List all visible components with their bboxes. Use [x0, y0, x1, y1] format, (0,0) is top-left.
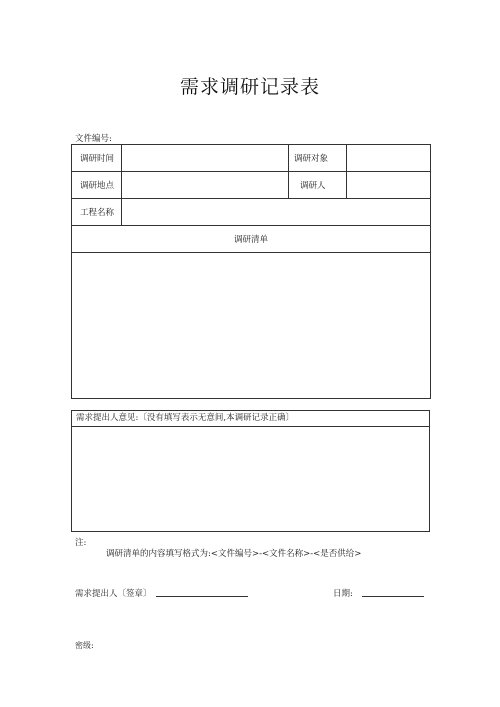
- page-title: 需求调研记录表: [179, 76, 320, 98]
- survey-location-field[interactable]: [122, 172, 289, 199]
- table-row: [72, 199, 431, 226]
- notes-text: 调研清单的内容填写格式为:<文件编号>-<文件名称>-<是否供给>: [106, 549, 362, 559]
- survey-time-field[interactable]: [122, 145, 289, 172]
- survey-target-field[interactable]: [347, 145, 431, 172]
- project-name-label: 工程名称: [72, 199, 122, 226]
- surveyor-field[interactable]: [347, 172, 431, 199]
- requester-signature-line[interactable]: [156, 596, 248, 597]
- project-name-field[interactable]: [122, 199, 431, 226]
- opinion-label: 需求提出人意见:〔没有填写表示无意间,本调研记录正确〕: [72, 411, 429, 427]
- date-label: 日期:: [333, 589, 353, 599]
- opinion-content[interactable]: [72, 427, 429, 532]
- survey-target-label: 调研对象: [289, 145, 347, 172]
- notes-label: 注:: [75, 538, 87, 548]
- survey-list-content[interactable]: [72, 253, 431, 399]
- requester-signature-label: 需求提出人〔签章〕: [75, 589, 152, 599]
- table-row: [72, 253, 431, 399]
- confidentiality-label: 密级:: [75, 641, 94, 650]
- opinion-box: [71, 410, 430, 532]
- survey-list-header: 调研清单: [72, 226, 431, 253]
- surveyor-label: 调研人: [289, 172, 347, 199]
- table-row: [72, 172, 431, 199]
- table-row: [72, 226, 431, 253]
- doc-number-label: 文件编号:: [75, 134, 112, 144]
- survey-time-label: 调研时间: [72, 145, 122, 172]
- table-row: [72, 145, 431, 172]
- survey-info-table: [71, 144, 431, 399]
- survey-location-label: 调研地点: [72, 172, 122, 199]
- date-line[interactable]: [362, 596, 424, 597]
